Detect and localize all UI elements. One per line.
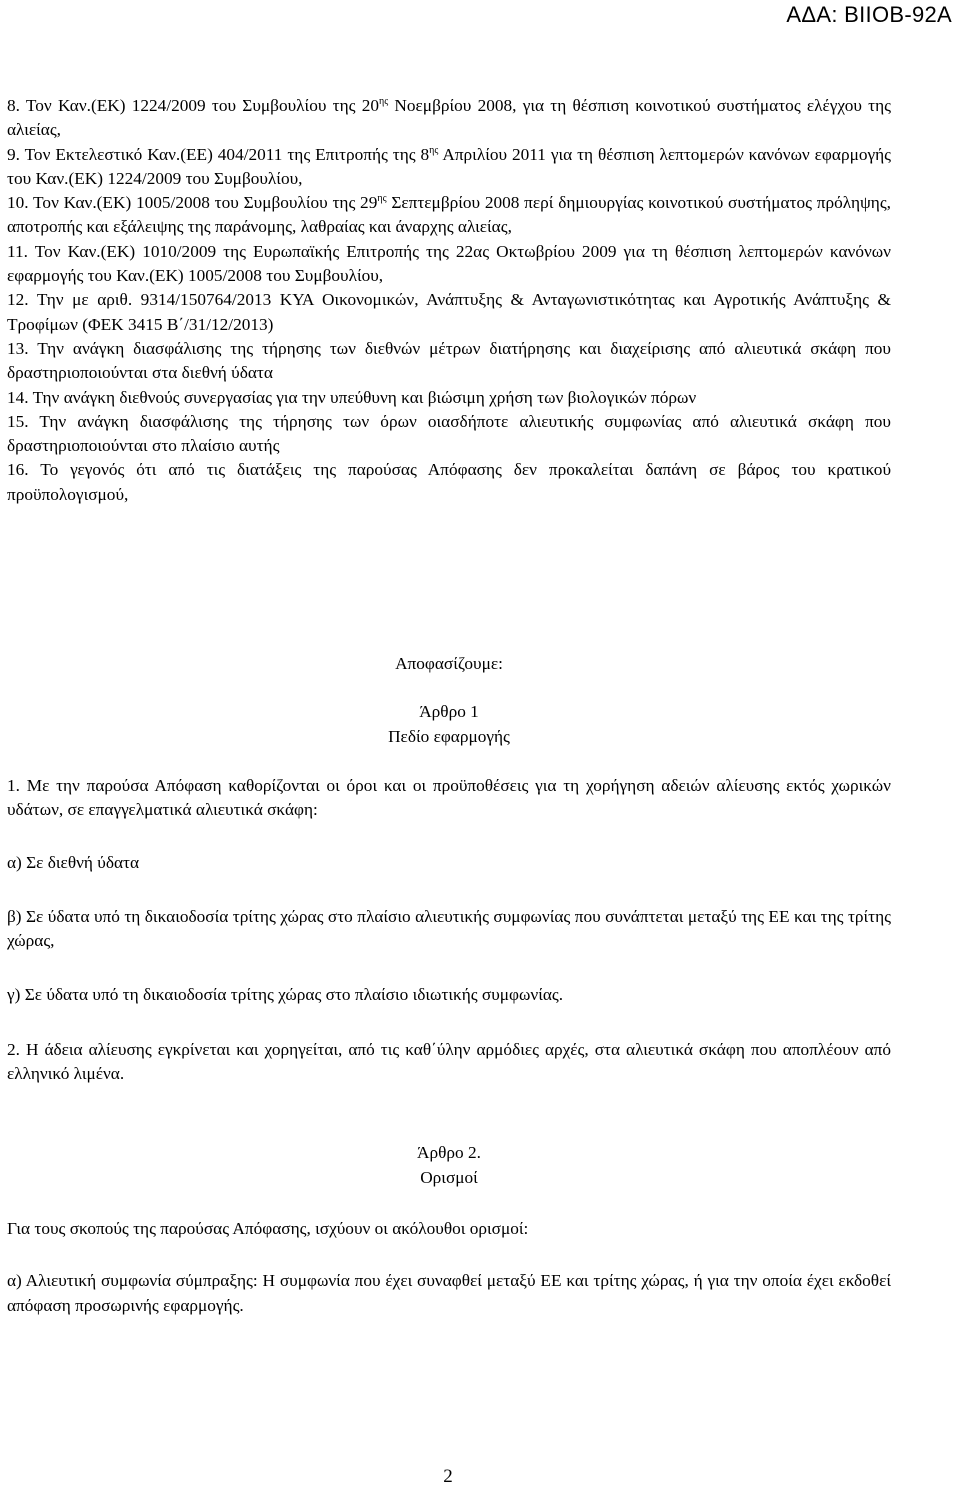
consideration-item: 10. Τον Καν.(ΕΚ) 1005/2008 του Συμβουλίου της $29^{\eta\varsigma}$ Σεπτεμβρίου 2008 περί δημιουργίας κοινοτικού συστήματος πρόληψης, αποτροπής και εξάλειψης της παράνομης, λαθραίας και άναρχης αλιείας, <box>7 193 891 237</box>
article2-item-a: α) Αλιευτική συμφωνία σύμπραξης: Η συμφωνία που έχει συναφθεί μεταξύ ΕΕ και τρίτης χώρας, ή για την οποία έχει εκδοθεί απόφαση προσωρινής εφαρμογής. <box>7 1271 891 1315</box>
article2-intro: Για τους σκοπούς της παρούσας Απόφασης, ισχύουν οι ακόλουθοι ορισμοί: <box>7 1218 529 1238</box>
article1-item-a: α) Σε διεθνή ύδατα <box>7 852 140 872</box>
consideration-item: 9. Τον Εκτελεστικό Καν.(ΕΕ) 404/2011 της Επιτροπής της $8^{\eta\varsigma}$ Απριλίου 2011 για τη θέσπιση λεπτομερών κανόνων εφαρμογής του Καν.(ΕΚ) 1224/2009 του Συμβουλίου, <box>7 144 892 188</box>
article1-title: Πεδίο εφαρμογής <box>388 726 510 746</box>
considerations-list <box>7 94 891 507</box>
article1-item-c: γ) Σε ύδατα υπό τη δικαιοδοσία τρίτης χώρας στο πλαίσιο ιδιωτικής συμφωνίας. <box>7 985 564 1005</box>
consideration-item: 11. Τον Καν.(ΕΚ) 1010/2009 της Ευρωπαϊκής Επιτροπής της 22ας Οκτωβρίου 2009 για τη θέσπιση λεπτομερών κανόνων εφαρμογής του Καν.(ΕΚ) 1005/2008 του Συμβουλίου, <box>7 241 891 286</box>
article1-paragraph-1: 1. Με την παρούσα Απόφαση καθορίζονται οι όροι και οι προϋποθέσεις για τη χορήγηση αδειών αλίευσης εκτός χωρικών υδάτων, σε επαγγελματικά αλιευτικά σκάφη: <box>7 775 891 820</box>
article2-title: Ορισμοί <box>420 1167 478 1187</box>
consideration-item: 12. Την με αριθ. 9314/150764/2013 ΚΥΑ Οικονομικών, Ανάπτυξης & Ανταγωνιστικότητας και Αγροτικής Ανάπτυξης & Τροφίμων (ΦΕΚ 3415 Β΄/31/12/2013) <box>7 290 891 334</box>
consideration-item: 14. Την ανάγκη διεθνούς συνεργασίας για την υπεύθυνη και βιώσιμη χρήση των βιολογικών πόρων <box>7 387 697 407</box>
article2-number: Άρθρο 2. <box>417 1143 481 1163</box>
decision-heading: Αποφασίζουμε: <box>395 654 503 674</box>
consideration-item: 15. Την ανάγκη διασφάλισης της τήρησης των όρων οιασδήποτε αλιευτικής συμφωνίας από αλιευτικά σκάφη που δραστηριοποιούνται στο πλαίσιο αυτής <box>7 411 891 456</box>
page-number: 2 <box>443 1466 453 1487</box>
article1-paragraph-2: 2. Η άδεια αλίευσης εγκρίνεται και χορηγείται, από τις καθ΄ύλην αρμόδιες αρχές, στα αλιευτικά σκάφη που αποπλέουν από ελληνικό λιμένα. <box>7 1039 891 1084</box>
consideration-item: 8. Τον Καν.(ΕΚ) 1224/2009 του Συμβουλίου της $20^{\eta\varsigma}$ Νοεμβρίου 2008, για τη θέσπιση κοινοτικού συστήματος ελέγχου της αλιείας, <box>7 96 891 140</box>
ada-code: ΑΔΑ: ΒΙΙΟΒ-92Α <box>786 2 952 27</box>
article1-item-b: β) Σε ύδατα υπό τη δικαιοδοσία τρίτης χώρας στο πλαίσιο αλιευτικής συμφωνίας που συνάπτεται μεταξύ της ΕΕ και της τρίτης χώρας, <box>7 906 891 951</box>
consideration-item: 13. Την ανάγκη διασφάλισης της τήρησης των διεθνών μέτρων διατήρησης και διαχείρισης από αλιευτικά σκάφη που δραστηριοποιούνται στα διεθνή ύδατα <box>7 338 891 383</box>
document-page <box>7 94 891 1318</box>
consideration-item: 16. Το γεγονός ότι από τις διατάξεις της παρούσας Απόφασης δεν προκαλείται δαπάνη σε βάρος του κρατικού προϋπολογισμού, <box>7 460 891 504</box>
article1-number: Άρθρο 1 <box>419 702 479 722</box>
